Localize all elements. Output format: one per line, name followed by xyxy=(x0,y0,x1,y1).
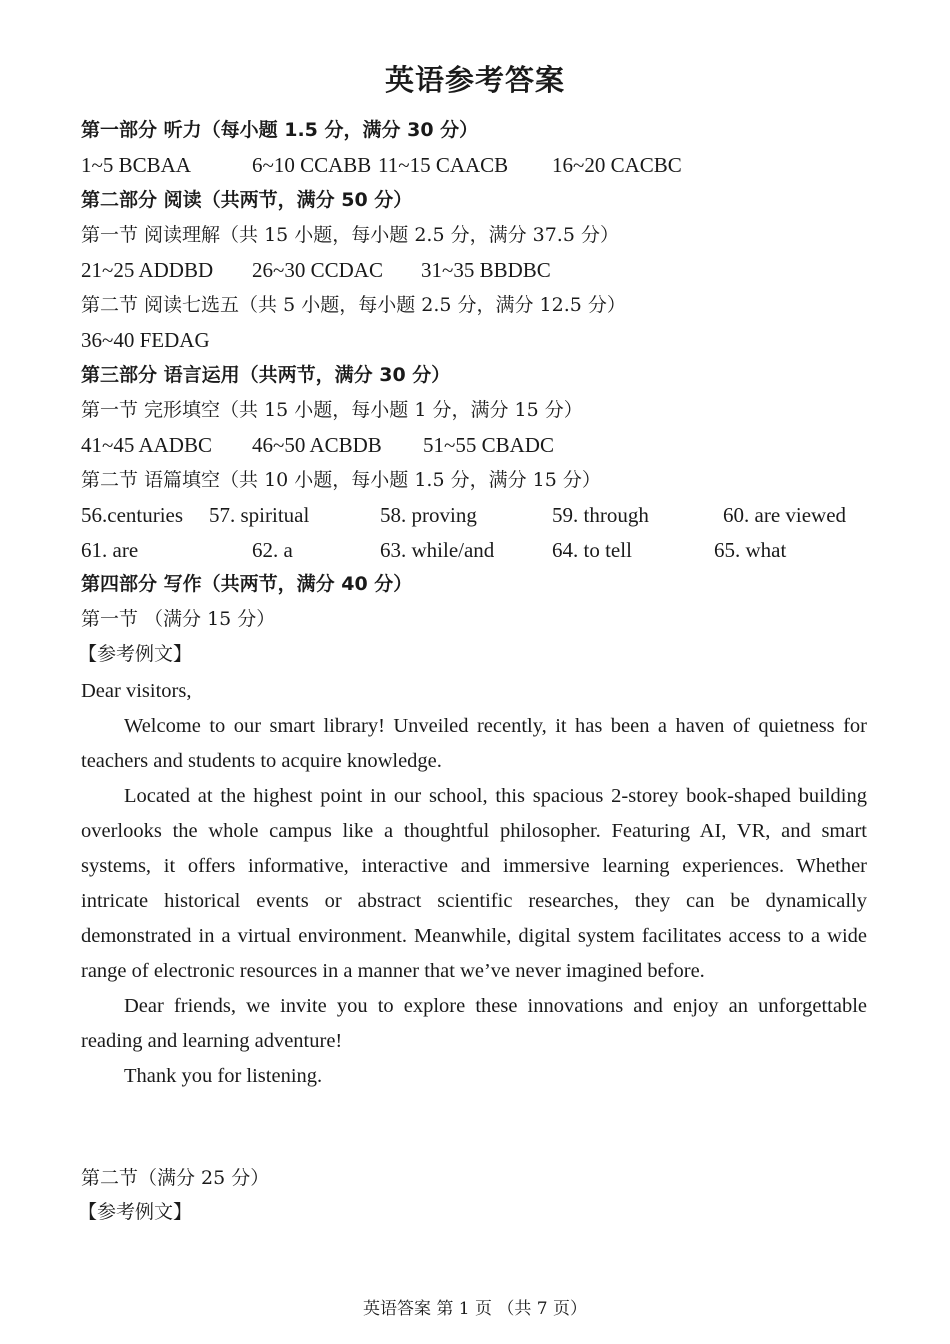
part2-section1-answers xyxy=(81,255,881,285)
part4-heading: 第四部分 写作（共两节，满分 40 分） xyxy=(81,573,413,595)
sample-essay-label: 【参考例文】 xyxy=(78,643,193,665)
essay-closing: Thank you for listening. xyxy=(124,1065,323,1087)
sample-essay-label-2: 【参考例文】 xyxy=(78,1201,193,1223)
part3-section2-row1 xyxy=(81,500,881,530)
answer-item: 57. spiritual xyxy=(209,503,310,527)
part2-heading: 第二部分 阅读（共两节，满分 50 分） xyxy=(81,189,413,211)
answer-group: 11~15 CAACB xyxy=(378,153,509,177)
part1-answers xyxy=(81,150,881,180)
part2-section2-answers: 36~40 FEDAG xyxy=(81,328,210,352)
answer-item: 65. what xyxy=(714,538,787,562)
part3-section2-heading: 第二节 语篇填空（共 10 小题，每小题 1.5 分，满分 15 分） xyxy=(81,469,601,491)
part3-section2-row2 xyxy=(81,535,881,565)
part3-section1-heading: 第一节 完形填空（共 15 小题，每小题 1 分，满分 15 分） xyxy=(81,399,583,421)
answer-item: 61. are xyxy=(81,538,139,562)
answer-item: 64. to tell xyxy=(552,538,632,562)
essay-greeting: Dear visitors, xyxy=(81,680,192,702)
part1-heading: 第一部分 听力（每小题 1.5 分，满分 30 分） xyxy=(81,119,479,141)
part4-section2-heading: 第二节（满分 25 分） xyxy=(81,1167,270,1189)
answer-group: 31~35 BBDBC xyxy=(421,258,551,282)
answer-item: 62. a xyxy=(252,538,293,562)
page-title: 英语参考答案 xyxy=(384,63,565,97)
answer-group: 26~30 CCDAC xyxy=(252,258,383,282)
answer-group: 51~55 CBADC xyxy=(423,433,554,457)
answer-group: 21~25 ADDBD xyxy=(81,258,214,282)
part3-section1-answers xyxy=(81,430,881,460)
answer-item: 59. through xyxy=(552,503,649,527)
essay-paragraph: Dear friends, we invite you to explore these innovations and enjoy an unforgettable reading and learning adventure! xyxy=(81,995,867,1052)
part4-section1-heading: 第一节 （满分 15 分） xyxy=(81,608,276,630)
essay-paragraph: Welcome to our smart library! Unveiled recently, it has been a haven of quietness for teachers and students to acquire knowledge. xyxy=(81,715,867,772)
answer-group: 41~45 AADBC xyxy=(81,433,212,457)
part2-section2-heading: 第二节 阅读七选五（共 5 小题，每小题 2.5 分，满分 12.5 分） xyxy=(81,294,626,316)
part2-section1-heading: 第一节 阅读理解（共 15 小题，每小题 2.5 分，满分 37.5 分） xyxy=(81,224,619,246)
answer-item: 60. are viewed xyxy=(723,503,847,527)
answer-item: 63. while/and xyxy=(380,538,495,562)
answer-group: 1~5 BCBAA xyxy=(81,153,191,177)
page-footer: 英语答案 第 1 页 （共 7 页） xyxy=(362,1299,588,1319)
answer-item: 58. proving xyxy=(380,503,477,527)
answer-item: 56.centuries xyxy=(81,503,184,527)
answer-group: 6~10 CCABB xyxy=(252,153,372,177)
answer-group: 16~20 CACBC xyxy=(552,153,682,177)
part3-heading: 第三部分 语言运用（共两节，满分 30 分） xyxy=(81,364,451,386)
answer-group: 46~50 ACBDB xyxy=(252,433,382,457)
essay-paragraph: Located at the highest point in our school, this spacious 2-storey book-shaped building overlooks the whole campus like a thoughtful philosopher. Featuring AI, VR, and smart systems, it offers informative, interactive and immersive learning experiences. Whether intricate historical events or abstract scientific researches, they can be dynamically demonstrated in a virtual environment. Meanwhile, digital system facilitates access to a wide range of electronic resources in a manner that we’ve never imagined before. xyxy=(81,785,867,982)
sample-essay xyxy=(81,674,867,1094)
